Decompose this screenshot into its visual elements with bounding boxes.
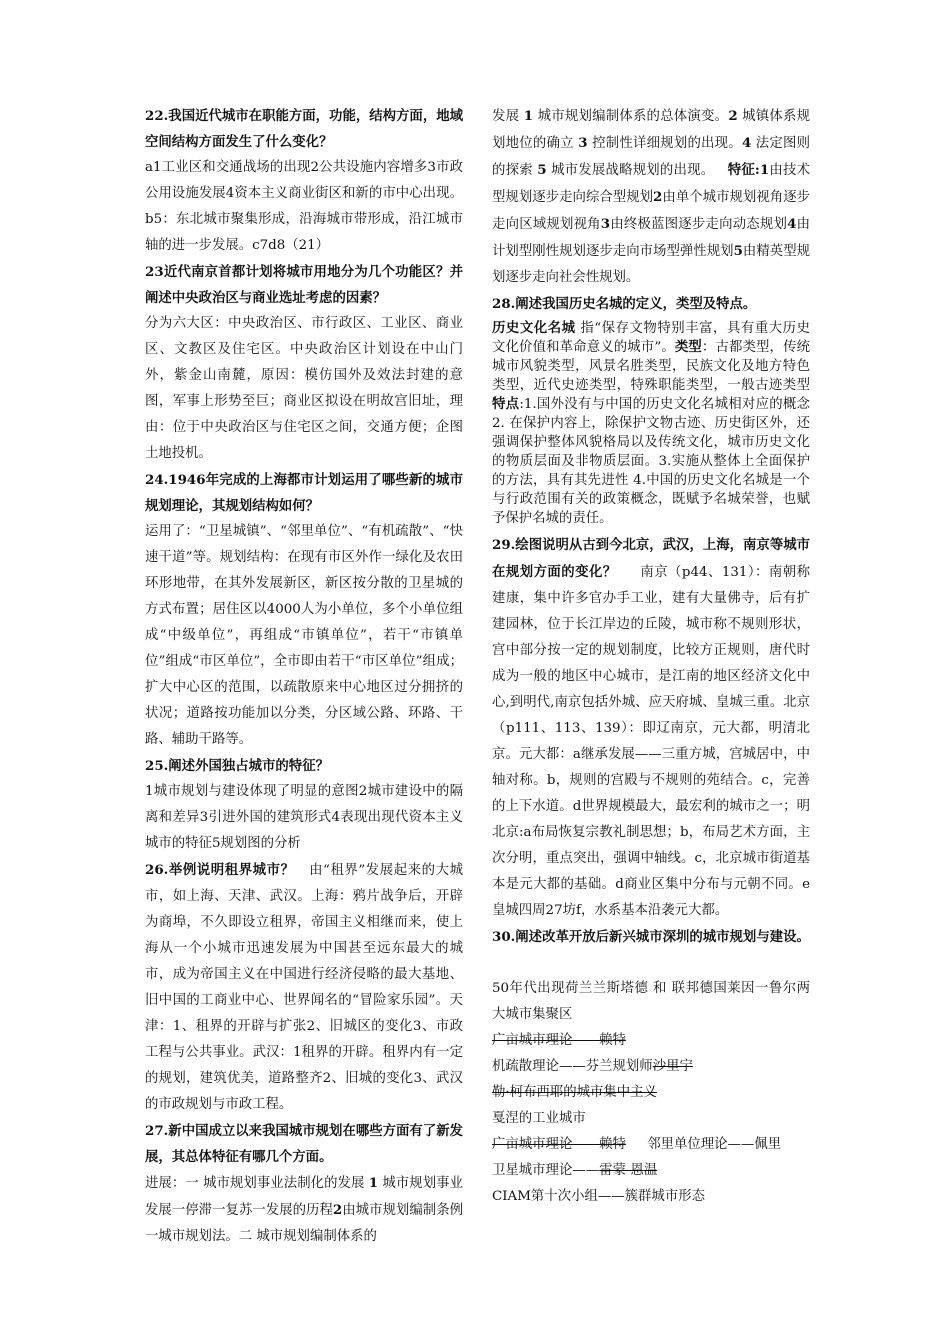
- block-26: [145, 857, 463, 1118]
- num: 2: [332, 1202, 343, 1218]
- type-label: 类型: [674, 339, 702, 355]
- text: 邻里单位理论——佩里: [625, 1137, 782, 1152]
- num: 2: [728, 108, 738, 124]
- text: 卫星城市理论——: [492, 1163, 600, 1178]
- answer-24: 运用了：“卫星城镇”、“邻里单位”、“有机疏散”、“快速干道”等。规划结构：在现有市区外作一绿化及农田环形地带，在其外发展新区，新区按分散的卫星城的方式布置；居住区以4000人为小单位，多个小单位组成“中级单位”，再组成“市镇单位”，若干“市镇单位”组成“市区单位”，全市即由若干“市区单位”组成；扩大中心区的范围，以疏散原来中心地区过分拥挤的状况；道路按功能加以分类，分区域公路、环路、干路、辅助干路等。: [145, 524, 463, 747]
- answer-22: a1工业区和交通战场的出现2公共设施内容增多3市政公用设施发展4资本主义商业街区和新的市中心出现。b5：东北城市聚集形成，沿海城市带形成，沿江城市轴的进一步发展。c7d8（21）: [145, 160, 463, 253]
- left-column: [145, 103, 463, 1250]
- struck-text: 沙里宁: [652, 1059, 693, 1074]
- question-22: 22.我国近代城市在职能方面，功能，结构方面，地域空间结构方面发生了什么变化？: [145, 108, 463, 150]
- answer-26: 由“租界”发展起来的大城市，如上海、天津、武汉。上海：鸦片战争后，开辟为商埠，不久即设立租界，帝国主义相继而来，使上海从一个小城市迅速发展为中国甚至远东最大的城市，成为帝国主义在中国进行经济侵略的最大基地、旧中国的工商业中心、世界闻名的“冒险家乐园”。天津：1、租界的开辟与扩张2、旧城区的变化3、市政工程与公共事业。武汉：1租界的开辟。租界内有一定的规划，建筑优美，道路整齐2、旧城的变化3、武汉的市政规划与市政工程。: [145, 863, 463, 1112]
- note-line-6: [492, 1132, 810, 1158]
- features: :1.国外没有与中国的历史文化名城相对应的概念 2. 在保护内容上，除保护文物古迹、历史街区外，还强调保护整体风貌格局以及传统文化，城市历史文化的物质层面及非物质层面。3.实施从整体上全面保护的方法，具有其先进性 4.中国的历史文化名城是一个与行政范围有关的政策概念，既赋予名城荣誉，也赋予保护名城的责任。: [492, 397, 810, 526]
- note-line-2: 广亩城市理论——赖特: [492, 1033, 626, 1048]
- answer-27-cont: [492, 103, 810, 291]
- text: 法定图则的探索: [492, 136, 811, 178]
- answer-28: [492, 319, 810, 528]
- question-25: 25.阐述外国独占城市的特征？: [145, 758, 329, 774]
- text: 由计划型刚性规划逐步走向市场型弹性规划: [492, 217, 811, 259]
- num: 1: [368, 1175, 379, 1191]
- note-line-8: CIAM第十次小组——簇群城市形态: [492, 1189, 705, 1204]
- note-line-5: 戛涅的工业城市: [492, 1111, 586, 1126]
- note-line-1: 50年代出现荷兰兰斯塔德 和 联邦德国莱因一鲁尔两大城市集聚区: [492, 981, 810, 1022]
- answer-25: 1城市规划与建设体现了明显的意图2城市建设中的隔离和差异3引进外国的建筑形式4表现出现代资本主义城市的特征5规划图的分析: [145, 784, 463, 851]
- text: 由单个城市规划视角逐步走向区域规划视角: [492, 190, 811, 232]
- text: 由技术型规划逐步走向综合型规划: [492, 163, 810, 205]
- question-29: 29.绘图说明从古到今北京，武汉，上海，南京等城市在规划方面的变化？: [492, 537, 810, 580]
- num: 1: [523, 108, 534, 124]
- definition: 指“保存文物特别丰富，具有重大历史文化价值和革命意义的城市”。: [492, 321, 810, 355]
- question-24: 24.1946年完成的上海都市计划运用了哪些新的城市规划理论，其规划结构如何？: [145, 472, 463, 514]
- spacer: [492, 950, 810, 976]
- answer-23: 分为六大区：中央政治区、市行政区、工业区、商业区、文教区及住宅区。中央政治区计划设在中山门外，紫金山南麓，原因：模仿国外及效法封建的意图，军事上形势至巨；商业区拟设在明故宫旧址，理由：位于中央政治区与住宅区之间，交通方便；企图土地投机。: [145, 316, 463, 461]
- text: 由终极蓝图逐步走向动态规划: [610, 217, 788, 232]
- types: ：古都类型，传统城市风貌类型，风景名胜类型，民族文化及地方特色类型，近代史迹类型，特殊职能类型，一般古迹类型: [492, 340, 811, 393]
- text: 由城市规划编制条例一城市规划法。二 城市规划编制体系的: [145, 1203, 464, 1244]
- question-30: 30.阐述改革开放后新兴城市深圳的城市规划与建设。: [492, 929, 810, 945]
- question-27: 27.新中国成立以来我国城市规划在哪些方面有了新发展，其总体特征有哪几个方面。: [145, 1123, 463, 1165]
- note-line-7: [492, 1158, 810, 1184]
- num: 4: [787, 216, 797, 232]
- term: 历史文化名城: [492, 320, 576, 336]
- num: 4: [741, 135, 752, 151]
- note-line-3: [492, 1054, 810, 1080]
- text: 城市规划事业发展一停滞一复苏一发展的历程: [145, 1176, 463, 1218]
- right-column: [492, 103, 810, 1210]
- num: 2: [653, 189, 663, 205]
- text: 城市发展战略规划的出现。: [551, 163, 715, 178]
- struck-text: 的城市集中主义: [563, 1085, 657, 1100]
- num: 3: [600, 216, 611, 232]
- struck-text: 雷蒙-恩温: [599, 1163, 658, 1178]
- struck-text: 广亩城市理论——赖特: [492, 1137, 626, 1152]
- question-26: 26.举例说明租界城市？: [145, 862, 295, 878]
- text: 机疏散理论——芬兰规划师: [492, 1059, 653, 1074]
- feature-label: 特点: [492, 396, 520, 412]
- question-28: 28.阐述我国历史名城的定义，类型及特点。: [492, 296, 757, 312]
- text: 进展：一 城市规划事业法制化的发展: [145, 1176, 365, 1191]
- answer-29: 南京（p44、131）：南朝称建康，集中许多官办手工业，建有大量佛寺，后有扩建园林，位于长江岸边的丘陵，城市称不规则形状，宫中部分按一定的规划制度，比较方正规则，唐代时成为一般的地区中心城市，是江南的地区经济文化中心,到明代,南京包括外城、应天府城、皇城三重。北京（p111、113、139）：即辽南京，元大都，明清北京。元大都：a继承发展——三重方城，宫城居中，中轴对称。b，规则的宫殿与不规则的苑结合。c，完善的上下水道。d世界规模最大，最宏利的城市之一；明北京:a布局恢复宗教礼制思想；b，布局艺术方面，主次分明，重点突出，强调中轴线。c，北京城市街道基本是元大都的基础。d商业区集中分布与元朝不同。e皇城四周27坊f，水系基本沿袭元大都。: [492, 565, 810, 918]
- num: 3: [578, 135, 588, 151]
- text: 发展: [492, 109, 520, 124]
- num: 5: [537, 162, 547, 178]
- text: 控制性详细规划的出现。: [592, 136, 742, 151]
- note-line-4: [492, 1080, 810, 1106]
- question-23: 23近代南京首都计划将城市用地分为几个功能区？并阐述中央政治区与商业选址考虑的因素？: [145, 264, 463, 306]
- num: 5: [733, 243, 743, 259]
- answer-27-start: [145, 1170, 463, 1250]
- feature-label: 特征:1: [727, 162, 770, 178]
- text: 城镇体系规划地位的确立: [492, 109, 811, 151]
- text: 城市规划编制体系的总体演变。: [537, 109, 729, 124]
- struck-text: 勒·柯布西耶: [492, 1085, 564, 1100]
- block-29: [492, 532, 810, 924]
- text: 由精英型规划逐步走向社会性规划。: [492, 244, 811, 285]
